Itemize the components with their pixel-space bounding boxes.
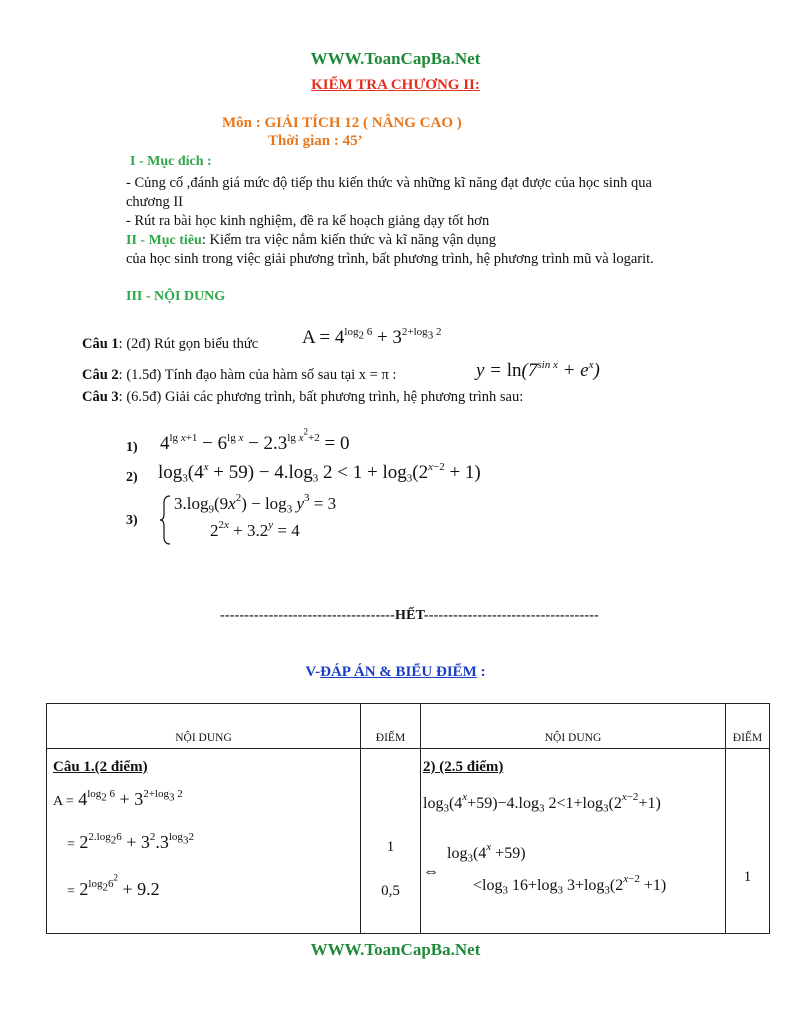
purpose-line-1: - Củng cố ,đánh giá mức độ tiếp thu kiến thức và những kĩ năng đạt được của học sinh qua — [126, 175, 652, 191]
equivalence-arrow: ⇔ — [423, 863, 439, 880]
equation-1: $4^{lg x+1} - 6^{lg x} - 2.3^{lg x^2+2} = 0$ — [160, 426, 350, 454]
answer-q2-title: 2) (2.5 điểm) — [423, 759, 504, 775]
points-cell-left — [361, 749, 421, 934]
column-header-points-left: ĐIỂM — [361, 704, 421, 749]
system-eq-1: $3.\log_9(9x^2) - \log_3 y^3 = 3$ — [174, 491, 337, 516]
section-purpose-heading: I - Mục đích : — [130, 154, 212, 169]
item-1-label: 1) — [126, 440, 138, 455]
time-limit: Thời gian : 45’ — [268, 133, 363, 149]
question-2-text: : (1.5đ) Tính đạo hàm của hàm số sau tại x = π : — [118, 367, 397, 383]
answer-q2-step-2b: $<\log_3$ $16+\log_3$ $3+\log_3(2^{x-2} +1)$ — [473, 872, 667, 897]
question-3-text: : (6.5đ) Giải các phương trình, bất phương trình, hệ phương trình sau: — [118, 389, 524, 405]
answer-q2-step-1: $\log_3(4^x+59)-4.\log_3$ $2<1+\log_3(2^{x-2}+1)$ — [423, 790, 661, 815]
purpose-line-3: - Rút ra bài học kinh nghiệm, đề ra kế hoạch giảng dạy tốt hơn — [126, 213, 490, 229]
answer-table — [46, 703, 770, 934]
item-2-label: 2) — [126, 470, 138, 485]
column-header-content-left: NỘI DUNG — [47, 704, 361, 749]
subject-label: Môn — [222, 115, 252, 131]
answer-q1-step-2: = $2^{2.log_26} + 3^2.3^{log_32}$ — [67, 830, 194, 852]
system-brace — [160, 495, 172, 545]
question-1-text: : (2đ) Rút gọn biểu thức — [118, 336, 259, 352]
column-header-points-right: ĐIỂM — [726, 704, 770, 749]
question-2-formula: $y = \ln(7^{sin x} + e^x)$ — [476, 358, 600, 381]
section-content-heading: III - NỘI DUNG — [126, 289, 226, 304]
objective-line-2: của học sinh trong việc giải phương trình, bất phương trình, hệ phương trình mũ và logarit. — [126, 251, 654, 267]
points-value: 0,5 — [381, 883, 400, 899]
item-3-label: 3) — [126, 513, 138, 528]
question-1-formula: $A = 4^{log_2 6} + 3^{2+log_3 2}$ — [302, 325, 442, 348]
answers-heading — [0, 664, 791, 681]
end-separator: ------------------------------------HẾT------------------------------------ — [220, 608, 599, 623]
points-value: 1 — [386, 839, 395, 855]
question-2 — [82, 367, 396, 384]
table-row — [47, 749, 770, 934]
section-objective-heading: II - Mục tiêu — [126, 233, 202, 248]
subject-value: : GIẢI TÍCH 12 ( NÂNG CAO ) — [255, 115, 462, 131]
answers-title: ĐÁP ÁN & BIỂU ĐIỂM — [320, 664, 477, 680]
system-eq-2: $2^{2x} + 3.2^y = 4$ — [210, 518, 300, 540]
question-1-label: Câu 1 — [82, 336, 119, 352]
equation-2: $\log_3(4^x + 59) - 4.\log_3$ $2 < 1 + \log_3(2^{x-2} + 1)$ — [158, 460, 481, 485]
points-value: 1 — [743, 869, 752, 885]
site-footer: WWW.ToanCapBa.Net — [310, 940, 481, 959]
answers-prefix: V- — [305, 664, 321, 680]
answers-suffix: : — [476, 664, 486, 680]
subject-line — [222, 115, 462, 132]
section-objective — [126, 231, 776, 269]
points-cell-right — [726, 749, 770, 934]
answer-cell-left — [47, 749, 361, 934]
answer-cell-right — [421, 749, 726, 934]
page-title: KIỂM TRA CHƯƠNG II: — [311, 77, 480, 93]
table-header-row — [47, 704, 770, 749]
answer-q1-step-3: = $2^{log_26^2} + 9.2$ — [67, 872, 160, 899]
site-header: WWW.ToanCapBa.Net — [310, 49, 481, 68]
answer-q1-step-1: $A = 4^{log_2 6} + 3^{2+log_3 2}$ — [53, 787, 183, 809]
section-purpose-body — [126, 174, 776, 231]
purpose-line-2: chương II — [126, 194, 183, 210]
column-header-content-right: NỘI DUNG — [421, 704, 726, 749]
question-3 — [82, 389, 523, 406]
answer-q1-title: Câu 1.(2 điểm) — [53, 759, 148, 775]
objective-text: : Kiểm tra việc nắm kiến thức và kĩ năng vận dụng — [201, 232, 496, 248]
question-1 — [82, 336, 258, 353]
question-3-label: Câu 3 — [82, 389, 119, 405]
question-2-label: Câu 2 — [82, 367, 119, 383]
answer-q2-step-2a: $\log_3(4^x +59)$ — [447, 840, 526, 865]
